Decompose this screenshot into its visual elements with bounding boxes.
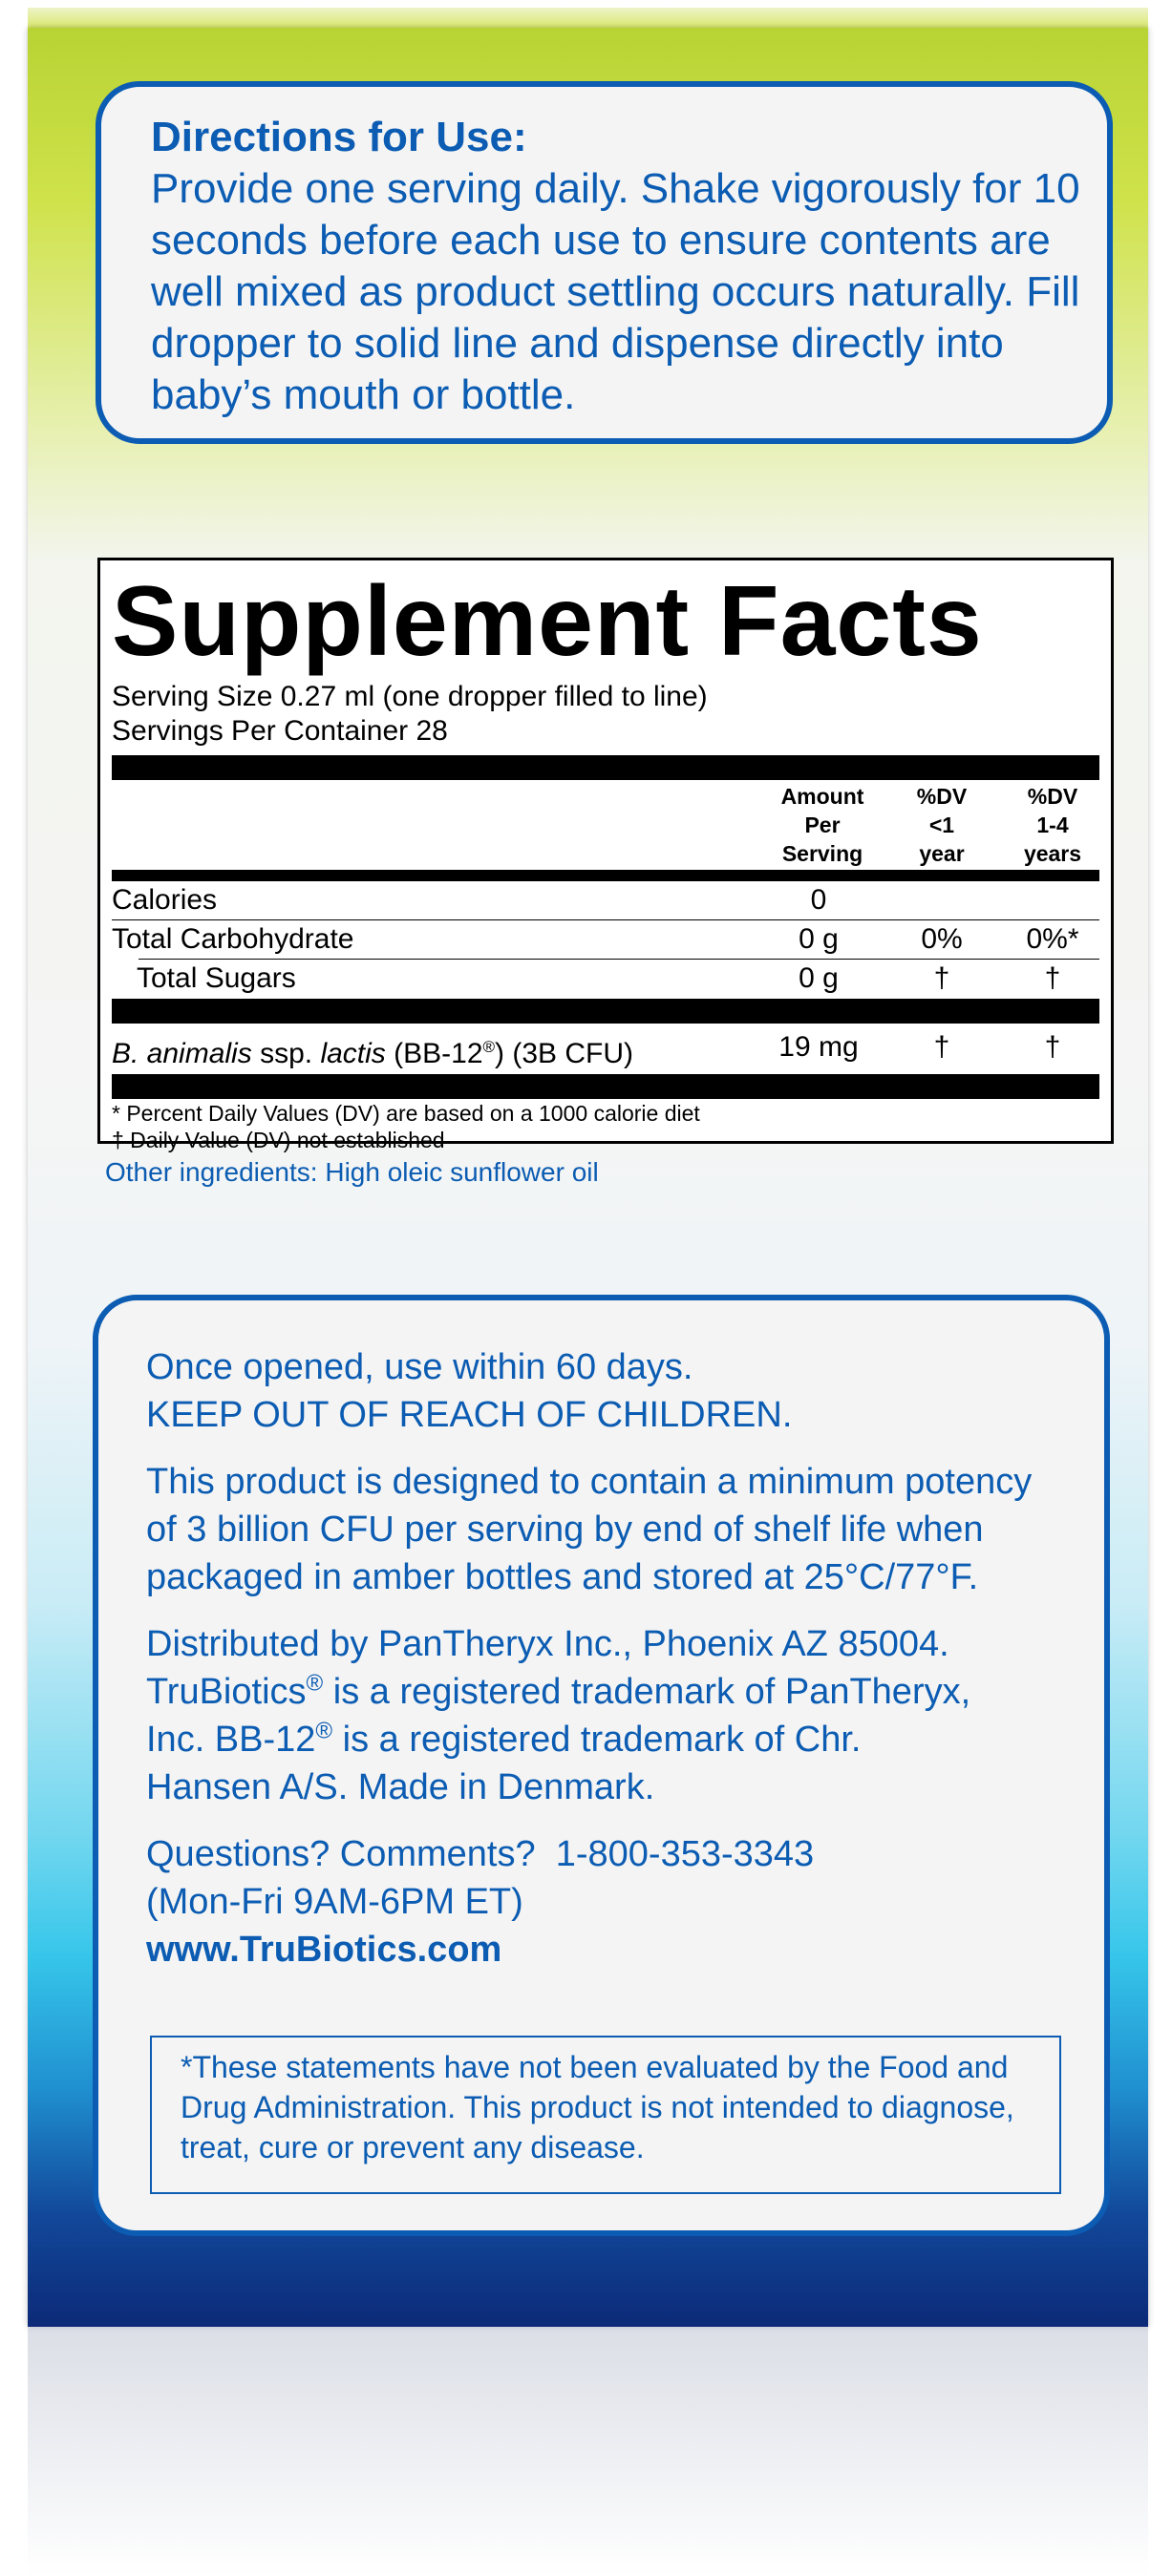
directions-title: Directions for Use:	[151, 114, 527, 160]
questions-hours: (Mon-Fri 9AM-6PM ET)	[146, 1882, 523, 1922]
thick-divider	[112, 755, 1099, 780]
opened-notice: Once opened, use within 60 days.	[146, 1347, 693, 1387]
header-dv-1-4-years: %DV 1-4 years	[1023, 784, 1082, 866]
directions-panel	[96, 81, 1113, 444]
keep-out-warning: KEEP OUT OF REACH OF CHILDREN.	[146, 1395, 793, 1435]
thick-divider	[112, 999, 1099, 1024]
website-link[interactable]: www.TruBiotics.com	[146, 1930, 502, 1970]
footnote-dv-not-established: † Daily Value (DV) not established	[112, 1128, 445, 1152]
questions-phone: Questions? Comments? 1-800-353-3343	[146, 1834, 815, 1874]
thick-divider	[112, 1074, 1099, 1099]
distributor-line-2: TruBiotics® is a registered trademark of PanTheryx,	[146, 1670, 971, 1712]
distributor-line-3: Inc. BB-12® is a registered trademark of Chr.	[146, 1718, 862, 1760]
header-dv-under-1-year: %DV <1 year	[916, 784, 968, 866]
fda-disclaimer: *These statements have not been evaluated by the Food and Drug Administration. This product is not intended to diagnose, treat, cure or prevent any disease.	[150, 2036, 1061, 2194]
other-ingredients: Other ingredients: High oleic sunflower oil	[105, 1157, 599, 1187]
distributor-line-1: Distributed by PanTheryx Inc., Phoenix AZ 85004.	[146, 1624, 949, 1664]
facts-row-probiotic: B. animalis ssp. lactis (BB-12®) (3B CFU) 19 mg † †	[112, 1031, 1061, 1069]
distributor-line-4: Hansen A/S. Made in Denmark.	[146, 1767, 655, 1807]
package-reflection	[28, 2327, 1148, 2576]
servings-per-container: Servings Per Container 28	[112, 715, 448, 747]
footnote-percent-dv: * Percent Daily Values (DV) are based on a 1000 calorie diet	[112, 1101, 700, 1126]
directions-text: Provide one serving daily. Shake vigorously for 10 seconds before each use to ensure contents are well mixed as product settling occurs naturally. Fill dropper to solid line and dispense directly into baby’s mouth or bottle.	[151, 165, 1080, 418]
header-divider	[112, 870, 1099, 881]
serving-info	[112, 680, 708, 749]
box-top-strip	[28, 8, 1148, 29]
probiotic-genus: B. animalis	[112, 1038, 252, 1069]
facts-row-total-carbohydrate: Total Carbohydrate 0 g 0% 0%*	[112, 923, 1079, 955]
supplement-facts-title: Supplement Facts	[112, 566, 983, 677]
potency-statement: This product is designed to contain a minimum potency of 3 billion CFU per serving by end of shelf life when packaged in amber bottles and stored at 25°C/77°F.	[146, 1462, 1033, 1597]
supplement-facts-panel	[97, 558, 1114, 1152]
facts-row-total-sugars: Total Sugars 0 g † †	[137, 962, 1061, 994]
serving-size: Serving Size 0.27 ml (one dropper filled to line)	[112, 681, 708, 712]
info-panel	[93, 1295, 1110, 2236]
header-amount-per-serving: Amount Per Serving	[780, 784, 864, 866]
facts-row-calories: Calories 0	[112, 884, 827, 916]
probiotic-species: lactis	[320, 1038, 386, 1069]
